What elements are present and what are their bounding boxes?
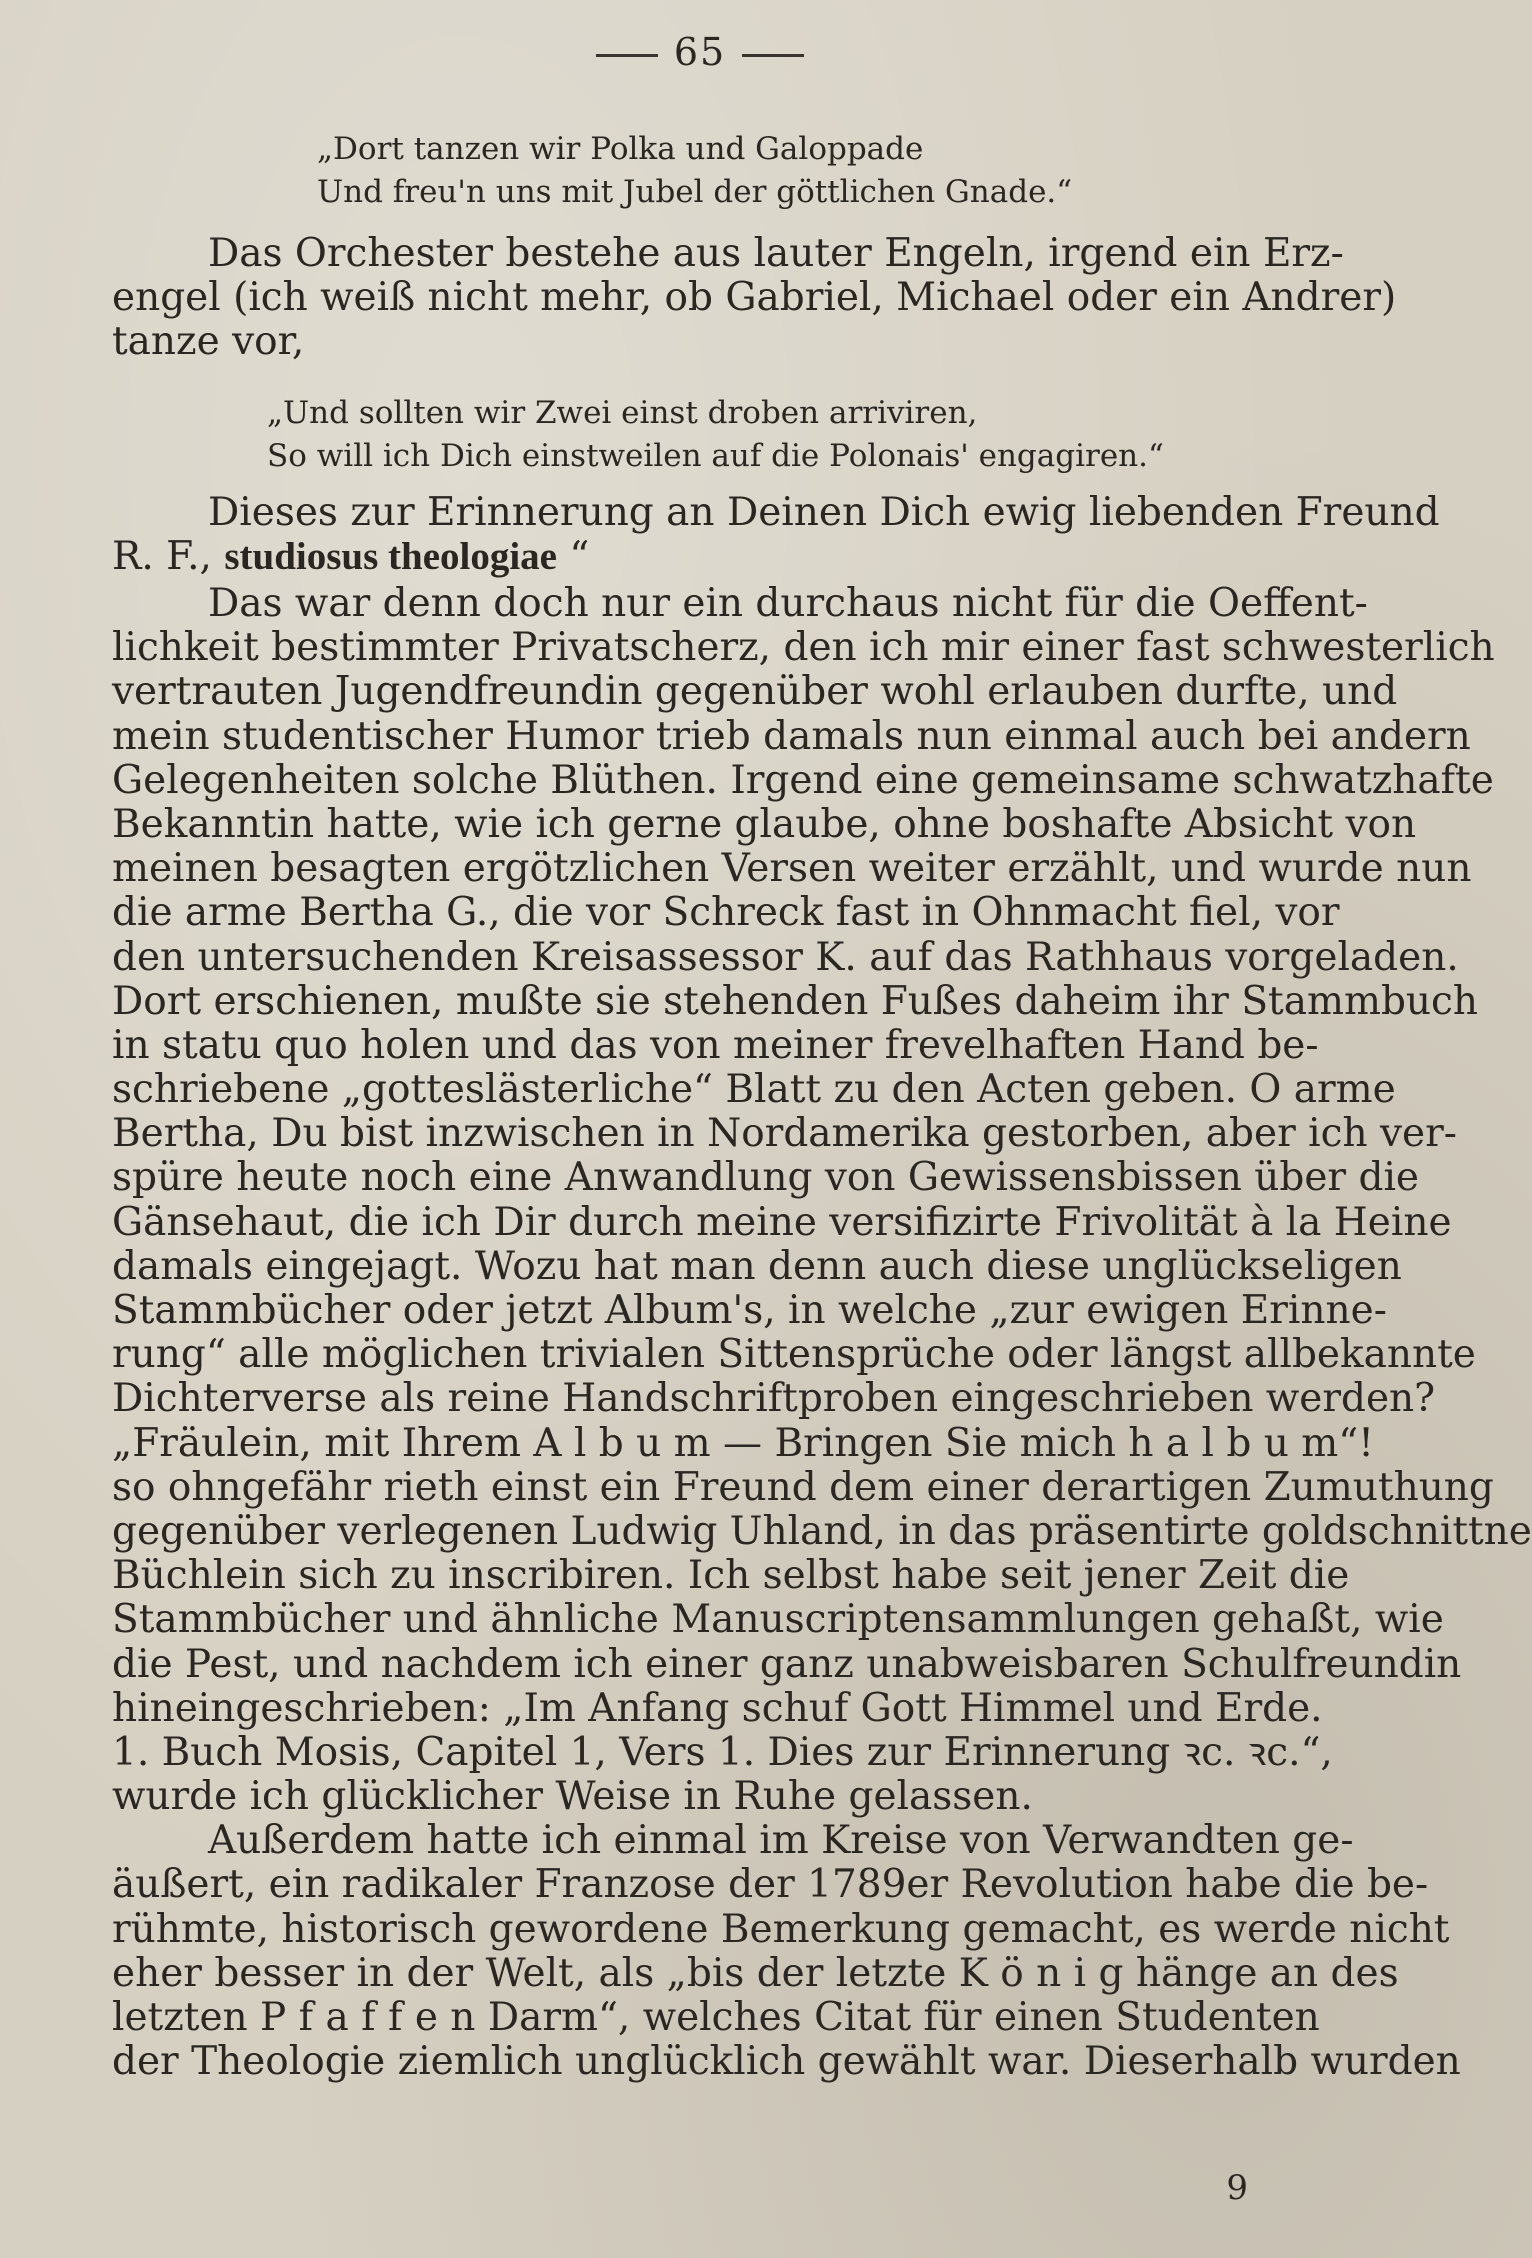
verse-line: So will ich Dich einstweilen auf die Polonais' engagiren.“	[267, 438, 1164, 474]
text-line: hineingeschrieben: „Im Anfang schuf Gott Himmel und Erde.	[112, 1685, 1323, 1731]
book-page	[112, 0, 1532, 2258]
text-line: Bekanntin hatte, wie ich gerne glaube, ohne boshafte Absicht von	[112, 801, 1417, 847]
text-line: mein studentischer Humor trieb damals nun einmal auch bei andern	[112, 713, 1471, 759]
text-line: der Theologie ziemlich unglücklich gewählt war. Dieserhalb wurden	[112, 2039, 1461, 2085]
closing-quote: “	[557, 534, 590, 580]
text-line: Außerdem hatte ich einmal im Kreise von Verwandten ge-	[208, 1818, 1354, 1864]
text-line: in statu quo holen und das von meiner frevelhaften Hand be-	[112, 1022, 1319, 1068]
text-line: lichkeit bestimmter Privatscherz, den ich mir einer fast schwesterlich	[112, 625, 1495, 671]
text-line: vertrauten Jugendfreundin gegenüber wohl erlauben durfte, und	[112, 669, 1398, 715]
text-line: Das Orchester bestehe aus lauter Engeln, irgend ein Erz-	[208, 231, 1344, 276]
text-line: Bertha, Du bist inzwischen in Nordamerika gestorben, aber ich ver-	[112, 1111, 1457, 1157]
text-line: meinen besagten ergötzlichen Versen weiter erzählt, und wurde nun	[112, 846, 1472, 892]
header-dash-right	[742, 54, 804, 57]
text-line: rung“ alle möglichen trivialen Sittensprüche oder längst allbekannte	[112, 1332, 1476, 1378]
text-line: Dieses zur Erinnerung an Deinen Dich ewig liebenden Freund	[208, 490, 1440, 535]
verse-line: Und freu'n uns mit Jubel der göttlichen Gnade.“	[317, 174, 1073, 210]
text-line: die Pest, und nachdem ich einer ganz unabweisbaren Schulfreundin	[112, 1641, 1462, 1687]
verse-line: „Dort tanzen wir Polka und Galoppade	[317, 131, 924, 167]
text-line: den untersuchenden Kreisassessor K. auf das Rathhaus vorgeladen.	[112, 934, 1459, 980]
text-line: Gelegenheiten solche Blüthen. Irgend eine gemeinsame schwatzhafte	[112, 757, 1494, 803]
text-line: „Fräulein, mit Ihrem A l b u m — Bringen Sie mich h a l b u m“!	[112, 1420, 1374, 1466]
closing-dedication	[112, 490, 1440, 580]
page-header	[112, 30, 1288, 74]
text-line: letzten P f a f f e n Darm“, welches Citat für einen Studenten	[112, 1995, 1320, 2040]
text-line: Dichterverse als reine Handschriftproben eingeschrieben werden?	[112, 1376, 1436, 1422]
text-line: tanze vor,	[112, 319, 305, 365]
text-line: schriebene „gotteslästerliche“ Blatt zu den Acten geben. O arme	[112, 1067, 1396, 1113]
text-line: rühmte, historisch gewordene Bemerkung gemacht, es werde nicht	[112, 1906, 1450, 1952]
printer-signature-mark: 9	[1226, 2168, 1248, 2208]
text-line: eher besser in der Welt, als „bis der letzte K ö n i g hänge an des	[112, 1950, 1399, 1996]
text-line: äußert, ein radikaler Franzose der 1789er Revolution habe die be-	[112, 1862, 1429, 1908]
text-line: Das war denn doch nur ein durchaus nicht für die Oeffent-	[208, 581, 1368, 626]
text-line: damals eingejagt. Wozu hat man denn auch diese unglückseligen	[112, 1243, 1402, 1289]
text-line: spüre heute noch eine Anwandlung von Gewissensbissen über die	[112, 1155, 1419, 1201]
text-line: Stammbücher oder jetzt Album's, in welche „zur ewigen Erinne-	[112, 1288, 1387, 1333]
latin-title: studiosus theologiae	[224, 535, 557, 579]
verse-quote-1	[317, 128, 1072, 214]
header-dash-left	[596, 54, 658, 57]
verse-line: „Und sollten wir Zwei einst droben arriviren,	[267, 395, 978, 431]
verse-quote-2	[267, 392, 1164, 478]
page-number: 65	[673, 30, 727, 74]
main-text	[112, 581, 1532, 2085]
text-line: die arme Bertha G., die vor Schreck fast in Ohnmacht fiel, vor	[112, 890, 1340, 936]
text-line: gegenüber verlegenen Ludwig Uhland, in das präsentirte goldschnittne	[112, 1508, 1532, 1554]
paragraph-orchestra	[112, 231, 1397, 365]
text-line: Gänsehaut, die ich Dir durch meine versifizirte Frivolität à la Heine	[112, 1199, 1452, 1245]
signature-name: R. F.,	[112, 534, 225, 580]
signature-line	[112, 535, 1288, 579]
text-line: 1. Buch Mosis, Capitel 1, Vers 1. Dies zur Erinnerung ꝛc. ꝛc.“,	[112, 1729, 1333, 1775]
text-line: wurde ich glücklicher Weise in Ruhe gelassen.	[112, 1774, 1033, 1820]
text-line: Büchlein sich zu inscribiren. Ich selbst habe seit jener Zeit die	[112, 1553, 1350, 1599]
text-line: Stammbücher und ähnliche Manuscriptensammlungen gehaßt, wie	[112, 1597, 1444, 1643]
text-line: engel (ich weiß nicht mehr, ob Gabriel, Michael oder ein Andrer)	[112, 275, 1397, 321]
text-line: so ohngefähr rieth einst ein Freund dem einer derartigen Zumuthung	[112, 1464, 1494, 1510]
text-line: Dort erschienen, mußte sie stehenden Fußes daheim ihr Stammbuch	[112, 978, 1478, 1024]
